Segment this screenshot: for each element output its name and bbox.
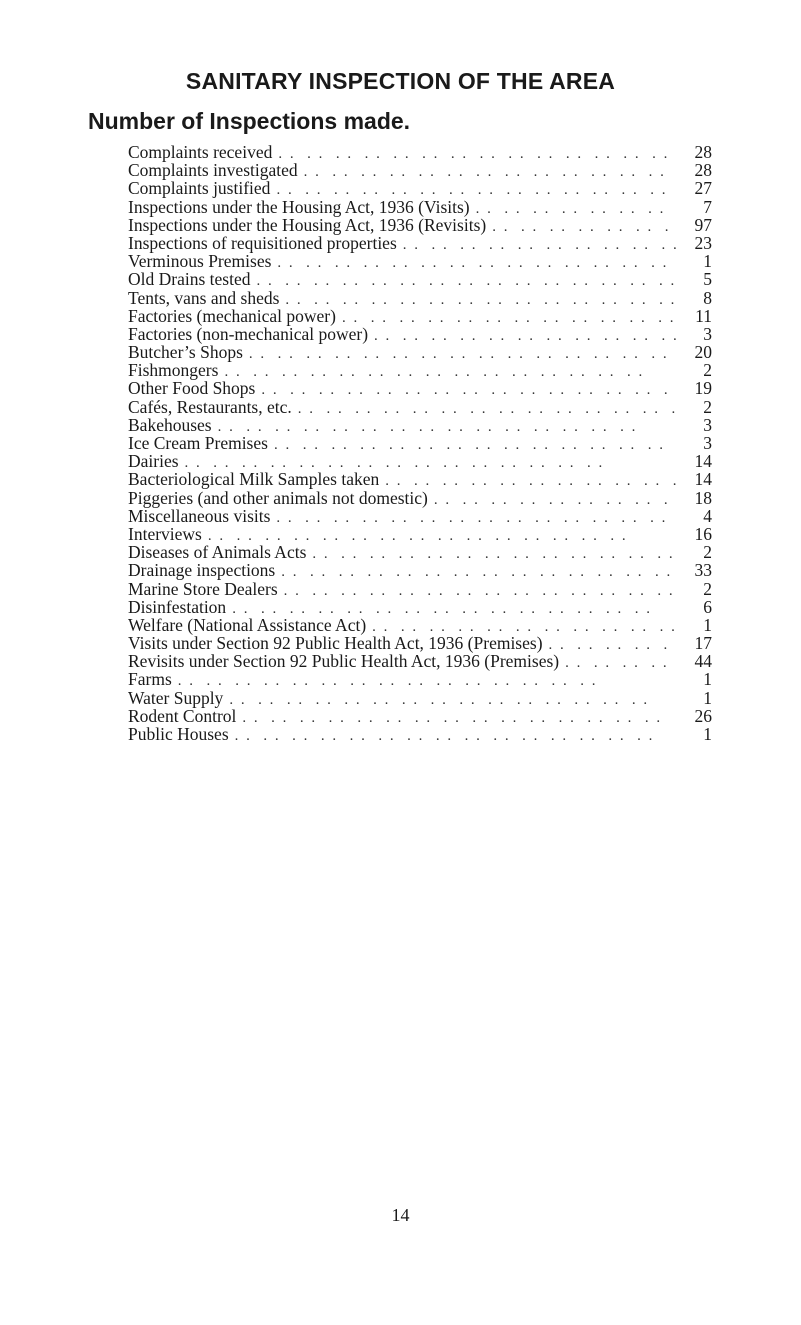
- dot-leader: [243, 345, 676, 363]
- dot-leader: [268, 436, 676, 454]
- item-label: Piggeries (and other animals not domestic): [128, 487, 428, 508]
- dot-leader: [397, 236, 676, 254]
- list-item: [128, 652, 712, 670]
- dot-leader: [272, 145, 676, 163]
- item-label: Complaints received: [128, 142, 273, 162]
- list-item: [128, 161, 712, 179]
- dot-leader: [255, 381, 676, 399]
- item-label: Interviews: [128, 523, 202, 544]
- list-item: [128, 525, 712, 543]
- list-item: [128, 343, 712, 361]
- dot-leader: [250, 272, 676, 290]
- list-item: [128, 434, 712, 452]
- item-count: 6: [703, 596, 712, 617]
- item-label: Factories (non-mechanical power): [128, 323, 369, 344]
- item-count: 7: [703, 196, 712, 217]
- item-count: 1: [703, 669, 712, 690]
- list-item: [128, 379, 712, 397]
- item-count: 19: [694, 378, 712, 399]
- item-count: 5: [703, 269, 712, 290]
- item-count: 28: [694, 142, 712, 162]
- list-item: [128, 543, 712, 561]
- item-label: Factories (mechanical power): [128, 305, 336, 326]
- list-item: [128, 507, 712, 525]
- item-label: Revisits under Section 92 Public Health Act, 1936 (Premises): [128, 651, 560, 672]
- item-label: Public Houses: [128, 724, 229, 744]
- item-label: Inspections under the Housing Act, 1936 (Visits): [128, 196, 470, 217]
- list-item: [128, 489, 712, 507]
- list-item: [128, 452, 712, 470]
- dot-leader: [292, 400, 676, 418]
- dot-leader: [428, 491, 676, 509]
- item-label: Cafés, Restaurants, etc.: [128, 396, 292, 417]
- item-label: Verminous Premises: [128, 251, 272, 272]
- item-count: 17: [694, 633, 712, 654]
- item-count: 4: [703, 505, 712, 526]
- dot-leader: [279, 291, 676, 309]
- item-label: Miscellaneous visits: [128, 505, 271, 526]
- item-label: Inspections of requisitioned properties: [128, 232, 397, 253]
- item-label: Other Food Shops: [128, 378, 256, 399]
- list-item: [128, 289, 712, 307]
- dot-leader: [278, 582, 676, 600]
- item-count: 3: [703, 433, 712, 453]
- item-count: 2: [703, 542, 712, 563]
- list-item: [128, 234, 712, 252]
- dot-leader: [298, 163, 676, 181]
- list-item: [128, 725, 712, 743]
- item-label: Bacteriological Milk Samples taken: [128, 469, 380, 490]
- list-item: [128, 270, 712, 288]
- item-label: Farms: [128, 669, 172, 690]
- dot-leader: [336, 309, 676, 327]
- item-count: 26: [694, 705, 712, 726]
- list-item: [128, 398, 712, 416]
- dot-leader: [172, 672, 676, 690]
- item-count: 18: [694, 487, 712, 508]
- dot-leader: [212, 418, 676, 436]
- list-item: [128, 198, 712, 216]
- item-label: Old Drains tested: [128, 269, 251, 290]
- item-count: 1: [703, 724, 712, 744]
- dot-leader: [218, 363, 676, 381]
- item-count: 23: [694, 232, 712, 253]
- item-count: 33: [694, 560, 712, 581]
- dot-leader: [543, 636, 676, 654]
- item-count: 1: [703, 687, 712, 708]
- item-count: 3: [703, 323, 712, 344]
- item-label: Rodent Control: [128, 705, 237, 726]
- list-item: [128, 689, 712, 707]
- list-item: [128, 307, 712, 325]
- dot-leader: [270, 509, 676, 527]
- list-item: [128, 416, 712, 434]
- list-item: [128, 179, 712, 197]
- item-label: Ice Cream Premises: [128, 433, 268, 453]
- item-count: 44: [694, 651, 712, 672]
- item-label: Visits under Section 92 Public Health Act, 1936 (Premises): [128, 633, 543, 654]
- list-item: [128, 616, 712, 634]
- item-count: 1: [703, 251, 712, 272]
- list-item: [128, 580, 712, 598]
- item-label: Fishmongers: [128, 360, 219, 381]
- list-item: [128, 470, 712, 488]
- list-item: [128, 561, 712, 579]
- item-count: 2: [703, 360, 712, 381]
- dot-leader: [368, 327, 676, 345]
- item-label: Inspections under the Housing Act, 1936 (Revisits): [128, 214, 487, 235]
- list-item: [128, 361, 712, 379]
- item-label: Diseases of Animals Acts: [128, 542, 307, 563]
- list-item: [128, 143, 712, 161]
- item-label: Dairies: [128, 451, 179, 472]
- item-label: Drainage inspections: [128, 560, 276, 581]
- item-count: 28: [694, 160, 712, 181]
- item-count: 2: [703, 578, 712, 599]
- item-label: Welfare (National Assistance Act): [128, 614, 367, 635]
- dot-leader: [271, 254, 676, 272]
- item-label: Complaints justified: [128, 178, 271, 199]
- list-item: [128, 707, 712, 725]
- item-count: 11: [695, 305, 712, 326]
- inspection-list: [128, 143, 712, 743]
- item-label: Butcher’s Shops: [128, 342, 243, 363]
- item-count: 3: [703, 414, 712, 435]
- item-count: 14: [694, 469, 712, 490]
- item-label: Complaints investigated: [128, 160, 298, 181]
- item-label: Disinfestation: [128, 596, 227, 617]
- dot-leader: [559, 654, 676, 672]
- item-label: Tents, vans and sheds: [128, 287, 280, 308]
- item-count: 8: [703, 287, 712, 308]
- list-item: [128, 216, 712, 234]
- item-count: 27: [694, 178, 712, 199]
- dot-leader: [470, 200, 676, 218]
- list-item: [128, 634, 712, 652]
- item-count: 20: [694, 342, 712, 363]
- item-count: 2: [703, 396, 712, 417]
- section-heading: Number of Inspections made.: [88, 108, 411, 134]
- item-count: 1: [703, 614, 712, 635]
- list-item: [128, 670, 712, 688]
- item-label: Marine Store Dealers: [128, 578, 278, 599]
- dot-leader: [275, 563, 676, 581]
- dot-leader: [236, 709, 676, 727]
- dot-leader: [486, 218, 676, 236]
- list-item: [128, 598, 712, 616]
- dot-leader: [229, 727, 676, 745]
- dot-leader: [306, 545, 676, 563]
- item-label: Bakehouses: [128, 414, 212, 435]
- page-number: 14: [391, 1205, 410, 1225]
- dot-leader: [223, 691, 676, 709]
- item-label: Water Supply: [128, 687, 224, 708]
- page-title: SANITARY INSPECTION OF THE AREA: [185, 68, 616, 94]
- item-count: 97: [694, 214, 712, 235]
- item-count: 16: [694, 523, 712, 544]
- list-item: [128, 325, 712, 343]
- item-count: 14: [694, 451, 712, 472]
- list-item: [128, 252, 712, 270]
